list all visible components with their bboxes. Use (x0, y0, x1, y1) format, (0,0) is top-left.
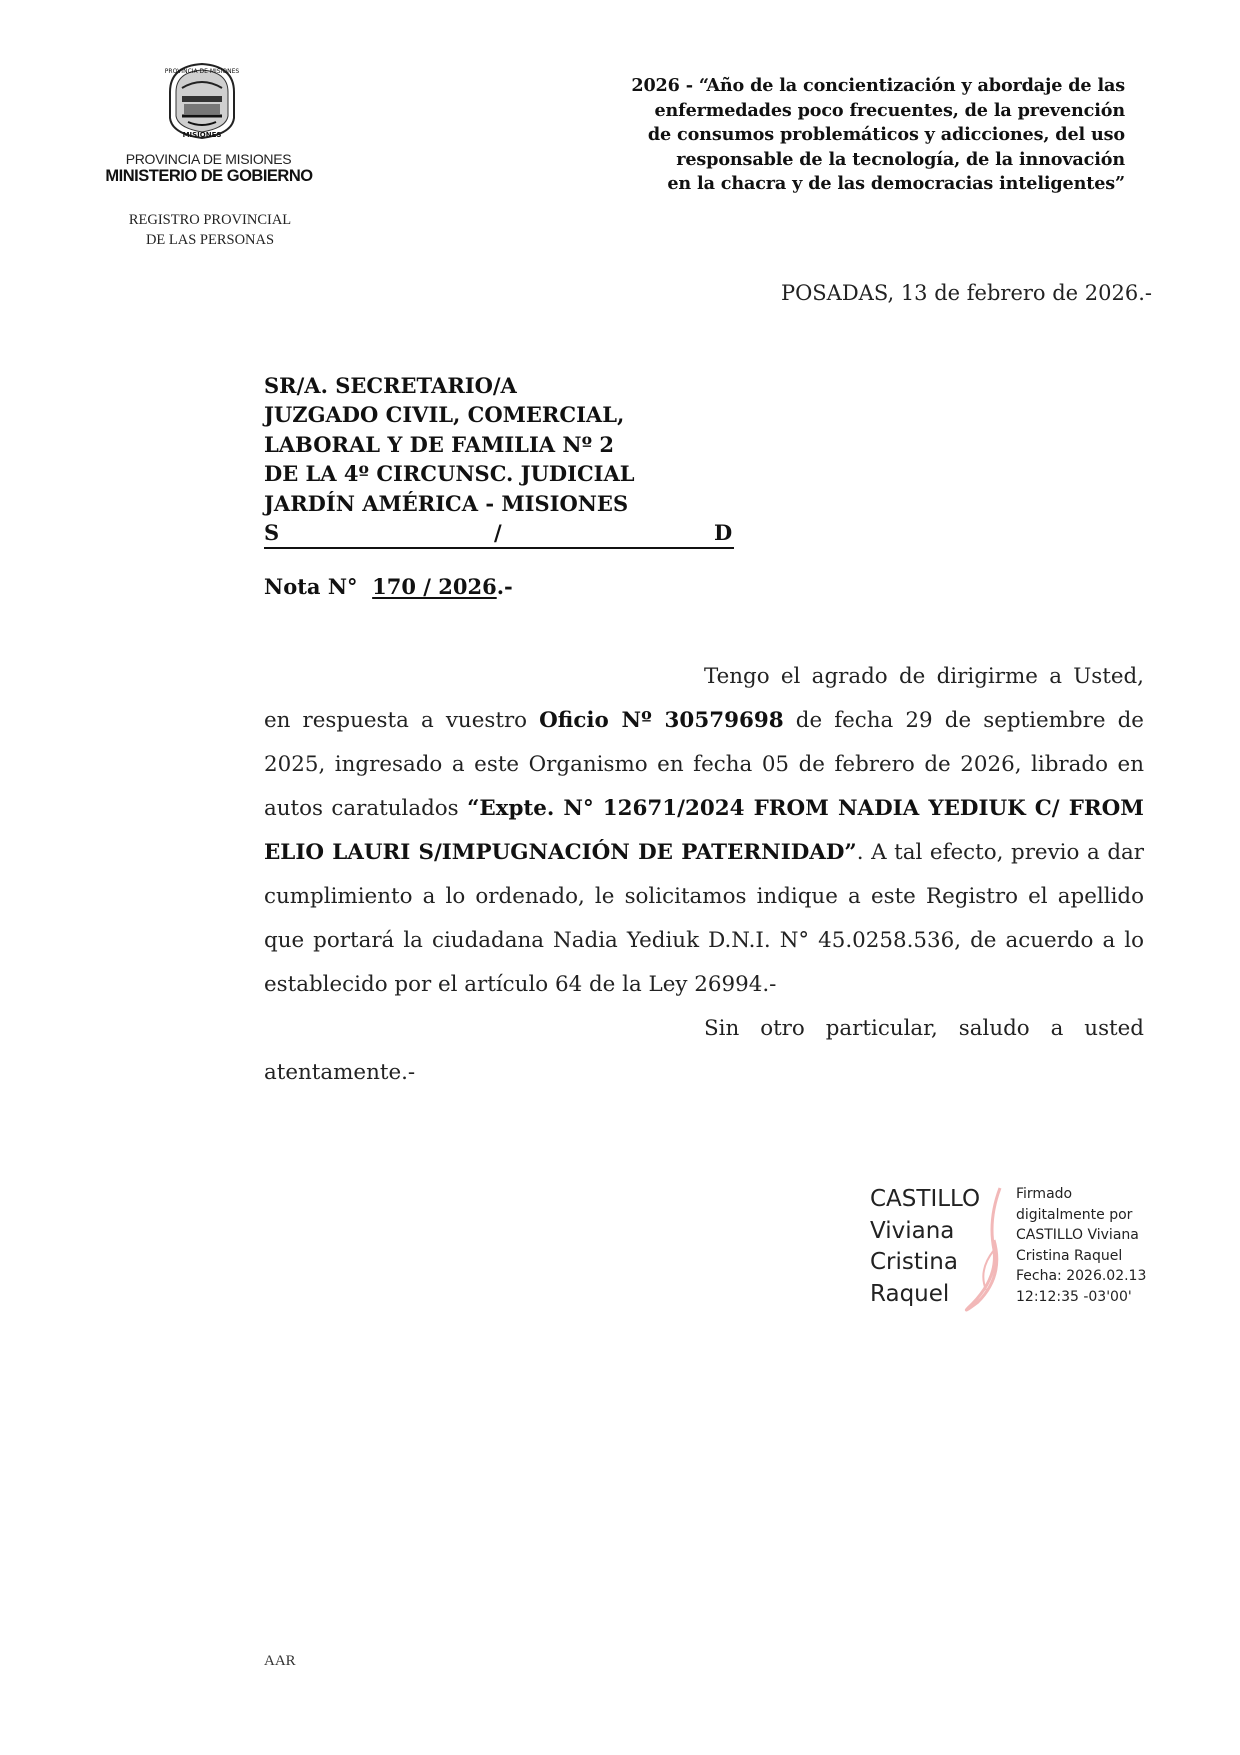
author-initials: AAR (264, 1653, 296, 1669)
body-paragraph-1 (264, 655, 1144, 1007)
stamp-line: 12:12:35 -03'00' (1016, 1288, 1132, 1305)
motto-line: responsable de la tecnología, de la innovación (676, 148, 1125, 170)
stamp-line: digitalmente por (1016, 1206, 1133, 1223)
signer-name-line: Raquel (870, 1280, 950, 1307)
sd-mid: / (494, 520, 502, 546)
province-seal-icon (162, 58, 242, 142)
addressee-line: DE LA 4º CIRCUNSC. JUDICIAL (264, 461, 635, 487)
body-text: de fecha 29 de septiembre de 2025, ingresado a este Organismo en fecha 05 de febrero de 2026, librado en autos caratulados (264, 708, 1144, 821)
case-reference: “Expte. N° 12671/2024 FROM NADIA YEDIUK C/ FROM ELIO LAURI S/IMPUGNACIÓN DE PATERNIDAD” (264, 796, 1144, 865)
signer-name-line: CASTILLO (870, 1186, 981, 1212)
addressee-block (264, 371, 784, 549)
year-motto (470, 74, 1125, 197)
body-paragraph-2: Sin otro particular, saludo a usted atentamente.- (264, 1016, 1144, 1085)
date-line: POSADAS, 13 de febrero de 2026.- (780, 281, 1152, 305)
sd-left: S (264, 520, 280, 546)
note-label: Nota N° (264, 574, 358, 599)
addressee-line: JUZGADO CIVIL, COMERCIAL, (264, 402, 625, 428)
letter-body (264, 655, 1144, 1095)
motto-line: 2026 - “Año de la concientización y abordaje de las (631, 75, 1125, 96)
signer-name-line: Cristina (870, 1249, 958, 1275)
note-suffix: .- (496, 574, 513, 599)
motto-line: en la chacra y de las democracias inteligentes” (667, 173, 1125, 195)
addressee-line: LABORAL Y DE FAMILIA Nº 2 (264, 431, 614, 457)
stamp-line: Cristina Raquel (1016, 1247, 1123, 1264)
stamp-line: CASTILLO Viviana (1016, 1227, 1139, 1243)
svg-text:PROVINCIA DE MISIONES: PROVINCIA DE MISIONES (164, 68, 240, 75)
svg-text:MISIONES: MISIONES (182, 131, 222, 139)
addressee-line: SR/A. SECRETARIO/A (264, 373, 517, 398)
sd-line (264, 518, 734, 549)
oficio-reference: Oficio Nº 30579698 (539, 708, 784, 733)
body-text: Tengo el agrado de dirigirme a Usted, en respuesta a vuestro (264, 664, 1144, 733)
province-name: PROVINCIA DE MISIONES (125, 151, 292, 167)
body-text: . A tal efecto, previo a dar cumplimiento a lo ordenado, le solicitamos indique a este Registro el apellido que portará la ciudadana Nadia Yediuk D.N.I. N° 45.0258.536, de acuerdo a lo establecido por el artículo 64 de la Ley 26994.- (264, 840, 1144, 997)
stamp-line: Fecha: 2026.02.13 (1016, 1268, 1147, 1284)
digital-signature-stamp (1016, 1184, 1146, 1307)
motto-line: enfermedades poco frecuentes, de la prevención (654, 99, 1125, 121)
digital-signature-mark-icon (948, 1180, 1018, 1320)
addressee-line: JARDÍN AMÉRICA - MISIONES (264, 490, 629, 516)
note-number (264, 574, 513, 599)
ministry-name: MINISTERIO DE GOBIERNO (105, 167, 313, 185)
registry-name-line1: REGISTRO PROVINCIAL (128, 212, 292, 228)
registry-name-line2: DE LAS PERSONAS (145, 232, 275, 248)
motto-line: de consumos problemáticos y adicciones, del uso (647, 124, 1125, 146)
note-value: 170 / 2026 (372, 574, 497, 599)
sd-right: D (714, 520, 733, 546)
stamp-line: Firmado (1016, 1186, 1073, 1202)
signer-name-line: Viviana (870, 1217, 955, 1244)
